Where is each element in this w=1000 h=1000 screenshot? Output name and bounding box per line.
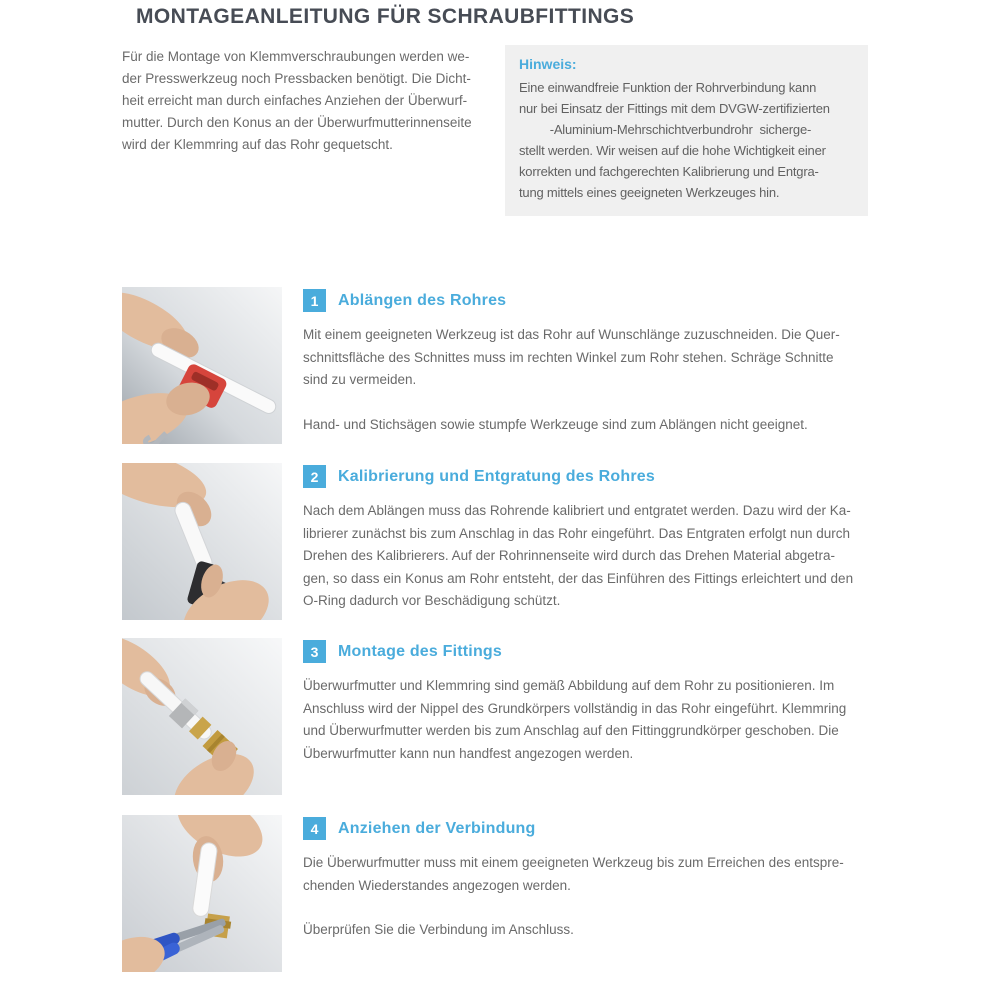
step-1-number-badge: 1 xyxy=(303,289,326,312)
step-2-number-badge: 2 xyxy=(303,465,326,488)
step-3 xyxy=(122,638,902,798)
step-4-title: Anziehen der Verbindung xyxy=(338,819,536,837)
step-1-paragraph-1: Mit einem geeigneten Werkzeug ist das Rohr auf Wunschlänge zuzuschneiden. Die Quer- schnittsfläche des Schnittes muss im rechten Winkel zum Rohr stehen. Schräge Schnitte sind zu vermeiden. xyxy=(303,327,840,387)
pipe-cutter-illustration xyxy=(122,287,282,444)
step-1-photo pipe-cutting-photo xyxy=(122,287,282,444)
step-4-paragraph-1: Die Überwurfmutter muss mit einem geeigneten Werkzeug bis zum Erreichen des entspre- chenden Wiederstandes angezogen werden. xyxy=(303,855,844,893)
fitting-illustration xyxy=(122,638,282,795)
step-3-photo fitting-assembly-photo xyxy=(122,638,282,795)
hinweis-text: Eine einwandfreie Funktion der Rohrverbindung kann nur bei Einsatz der Fittings mit dem DVGW-zertifizierten -Aluminium-Mehrschichtverbundrohr sicherge- stellt werden. Wir weisen auf die hohe Wichtigkeit einer korrekten und fachgerechten Kalibrierung und Entgra- tung mittels eines geeigneten Werkzeuges hin. xyxy=(519,80,830,200)
step-2 xyxy=(122,463,902,623)
wrench-tightening-illustration xyxy=(122,815,282,972)
intro-paragraph: Für die Montage von Klemmverschraubungen werden we- der Presswerkzeug noch Pressbacken benötigt. Die Dicht- heit erreicht man durch einfaches Anziehen der Überwurf- mutter. Durch den Konus an der Überwurfmutterinnenseite wird der Klemmring auf das Rohr gequetscht. xyxy=(122,49,472,152)
step-4-paragraph-2: Überprüfen Sie die Verbindung im Anschluss. xyxy=(303,922,574,937)
step-1 xyxy=(122,287,902,447)
step-3-title: Montage des Fittings xyxy=(338,642,502,660)
step-3-paragraph-1: Überwurfmutter und Klemmring sind gemäß Abbildung auf dem Rohr zu positionieren. Im Anschluss wird der Nippel des Grundkörpers vollständig in das Rohr eingeführt. Klemmring und Überwurfmutter werden bis zum Anschlag auf den Fittinggrundkörper geschoben. Die Überwurfmutter kann nun handfest angezogen werden. xyxy=(303,678,847,761)
step-4-photo tightening-photo xyxy=(122,815,282,972)
step-2-photo pipe-calibrating-photo xyxy=(122,463,282,620)
page-title: MONTAGEANLEITUNG FÜR SCHRAUBFITTINGS xyxy=(136,5,635,28)
step-2-paragraph-1: Nach dem Ablängen muss das Rohrende kalibriert und entgratet werden. Dazu wird der Ka- librierer zunächst bis zum Anschlag in das Rohr eingeführt. Das Entgraten erfolgt nun durch Drehen des Kalibrierers. Auf der Rohrinnenseite wird durch das Drehen Material abgetra- gen, so dass ein Konus am Rohr entsteht, der das Einführen des Fittings erleichtert und den O-Ring dadurch vor Beschädigung schützt. xyxy=(303,503,854,608)
step-1-title: Ablängen des Rohres xyxy=(338,291,507,309)
step-4-number-badge: 4 xyxy=(303,817,326,840)
calibrator-illustration xyxy=(122,463,282,620)
step-3-number-badge: 3 xyxy=(303,640,326,663)
step-1-paragraph-2: Hand- und Stichsägen sowie stumpfe Werkzeuge sind zum Ablängen nicht geeignet. xyxy=(303,416,808,432)
hinweis-label: Hinweis: xyxy=(519,56,577,72)
step-4 xyxy=(122,815,902,975)
hinweis-box xyxy=(505,45,868,216)
step-2-title: Kalibrierung und Entgratung des Rohres xyxy=(338,467,655,485)
